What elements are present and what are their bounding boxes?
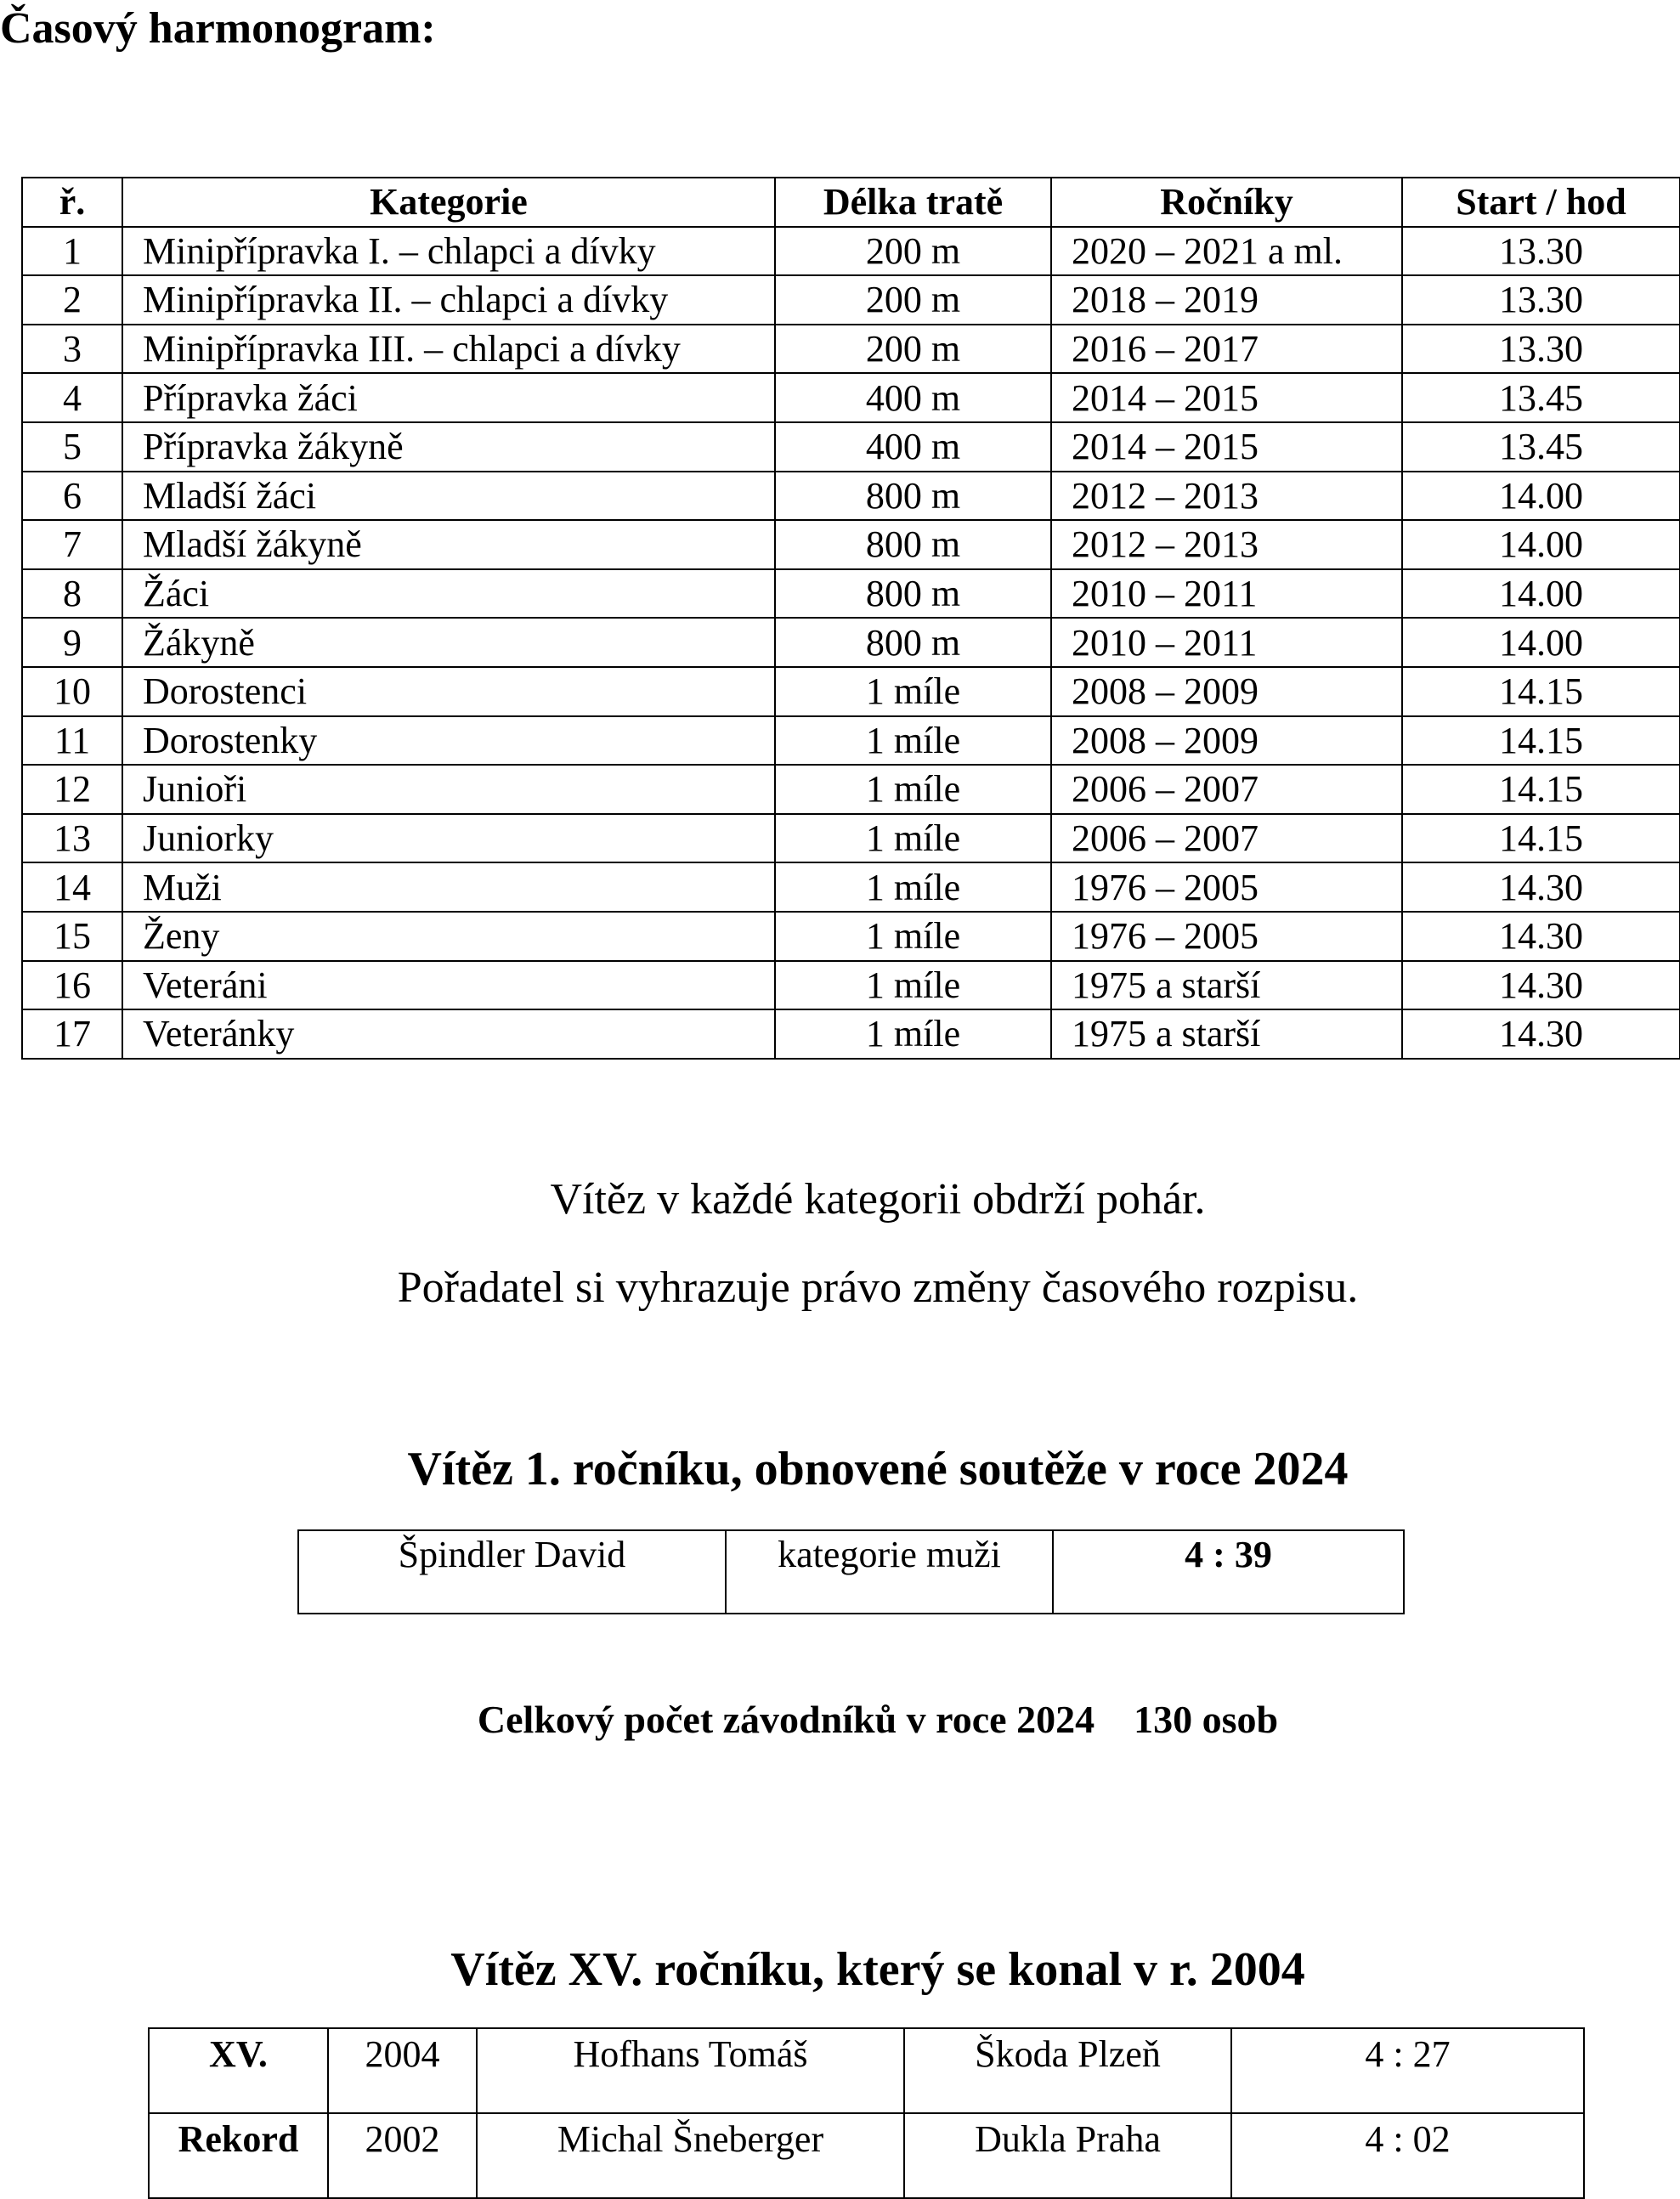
winner-name: Špindler David bbox=[298, 1530, 726, 1614]
row-number: 5 bbox=[22, 422, 122, 472]
row-number: 4 bbox=[22, 373, 122, 422]
row-category: Dorostenci bbox=[122, 667, 775, 716]
table-row bbox=[22, 422, 1680, 472]
row-distance: 200 m bbox=[775, 325, 1051, 374]
row-category: Ženy bbox=[122, 912, 775, 961]
row-distance: 800 m bbox=[775, 618, 1051, 667]
row-start: 14.15 bbox=[1402, 765, 1680, 814]
row-years: 2010 – 2011 bbox=[1051, 569, 1402, 619]
row-year: 2002 bbox=[328, 2113, 477, 2198]
row-distance: 1 míle bbox=[775, 765, 1051, 814]
row-years: 2012 – 2013 bbox=[1051, 520, 1402, 569]
row-number: 14 bbox=[22, 862, 122, 912]
row-number: 15 bbox=[22, 912, 122, 961]
winner-2024-heading: Vítěz 1. ročníku, obnovené soutěže v roce 2024 bbox=[407, 1443, 1349, 1495]
row-number: 6 bbox=[22, 472, 122, 521]
winner-category: kategorie muži bbox=[726, 1530, 1053, 1614]
row-distance: 1 míle bbox=[775, 814, 1051, 863]
row-time: 4 : 27 bbox=[1231, 2028, 1584, 2113]
row-start: 14.00 bbox=[1402, 569, 1680, 619]
row-label: Rekord bbox=[149, 2113, 328, 2198]
row-years: 1976 – 2005 bbox=[1051, 912, 1402, 961]
row-start: 14.15 bbox=[1402, 814, 1680, 863]
schedule-header-row bbox=[22, 178, 1680, 227]
row-label: XV. bbox=[149, 2028, 328, 2113]
row-distance: 1 míle bbox=[775, 961, 1051, 1010]
row-years: 2016 – 2017 bbox=[1051, 325, 1402, 374]
row-club: Dukla Praha bbox=[904, 2113, 1231, 2198]
table-row bbox=[22, 912, 1680, 961]
row-number: 9 bbox=[22, 618, 122, 667]
row-year: 2004 bbox=[328, 2028, 477, 2113]
row-years: 1975 a starší bbox=[1051, 961, 1402, 1010]
table-row bbox=[22, 961, 1680, 1010]
row-distance: 200 m bbox=[775, 275, 1051, 325]
table-row bbox=[22, 814, 1680, 863]
row-category: Muži bbox=[122, 862, 775, 912]
winner-time: 4 : 39 bbox=[1053, 1530, 1404, 1614]
row-number: 17 bbox=[22, 1009, 122, 1059]
row-years: 2012 – 2013 bbox=[1051, 472, 1402, 521]
header-category: Kategorie bbox=[122, 178, 775, 227]
row-distance: 400 m bbox=[775, 373, 1051, 422]
row-start: 14.00 bbox=[1402, 472, 1680, 521]
winner-xv-table bbox=[148, 2027, 1585, 2199]
table-row bbox=[22, 765, 1680, 814]
row-category: Juniorky bbox=[122, 814, 775, 863]
row-years: 2006 – 2007 bbox=[1051, 765, 1402, 814]
row-years: 2018 – 2019 bbox=[1051, 275, 1402, 325]
table-row bbox=[22, 569, 1680, 619]
row-years: 2008 – 2009 bbox=[1051, 667, 1402, 716]
row-number: 12 bbox=[22, 765, 122, 814]
row-number: 13 bbox=[22, 814, 122, 863]
table-row bbox=[149, 2113, 1584, 2198]
row-years: 2010 – 2011 bbox=[1051, 618, 1402, 667]
row-distance: 1 míle bbox=[775, 862, 1051, 912]
table-row bbox=[22, 520, 1680, 569]
row-number: 8 bbox=[22, 569, 122, 619]
trophy-note: Vítěz v každé kategorii obdrží pohár. bbox=[550, 1175, 1206, 1224]
row-number: 1 bbox=[22, 227, 122, 276]
row-category: Veteráni bbox=[122, 961, 775, 1010]
header-number: ř. bbox=[22, 178, 122, 227]
row-start: 13.45 bbox=[1402, 422, 1680, 472]
table-row bbox=[149, 2028, 1584, 2113]
row-start: 13.45 bbox=[1402, 373, 1680, 422]
row-category: Přípravka žáci bbox=[122, 373, 775, 422]
table-row bbox=[22, 325, 1680, 374]
row-years: 2014 – 2015 bbox=[1051, 422, 1402, 472]
row-distance: 400 m bbox=[775, 422, 1051, 472]
row-distance: 1 míle bbox=[775, 667, 1051, 716]
schedule-table bbox=[21, 177, 1680, 1060]
table-row bbox=[22, 716, 1680, 766]
table-row bbox=[22, 667, 1680, 716]
row-start: 14.15 bbox=[1402, 716, 1680, 766]
table-row bbox=[22, 373, 1680, 422]
total-value: 130 osob bbox=[1134, 1698, 1279, 1741]
row-start: 14.30 bbox=[1402, 862, 1680, 912]
row-start: 14.30 bbox=[1402, 961, 1680, 1010]
row-time: 4 : 02 bbox=[1231, 2113, 1584, 2198]
row-start: 14.30 bbox=[1402, 912, 1680, 961]
row-years: 2006 – 2007 bbox=[1051, 814, 1402, 863]
row-category: Minipřípravka I. – chlapci a dívky bbox=[122, 227, 775, 276]
schedule-change-note: Pořadatel si vyhrazuje právo změny časového rozpisu. bbox=[397, 1263, 1359, 1312]
row-start: 13.30 bbox=[1402, 227, 1680, 276]
table-row bbox=[298, 1530, 1404, 1614]
row-start: 14.15 bbox=[1402, 667, 1680, 716]
row-distance: 800 m bbox=[775, 569, 1051, 619]
row-category: Veteránky bbox=[122, 1009, 775, 1059]
row-years: 2008 – 2009 bbox=[1051, 716, 1402, 766]
winner-2024-table bbox=[297, 1529, 1405, 1614]
row-start: 13.30 bbox=[1402, 325, 1680, 374]
row-category: Mladší žákyně bbox=[122, 520, 775, 569]
row-number: 10 bbox=[22, 667, 122, 716]
row-years: 2020 – 2021 a ml. bbox=[1051, 227, 1402, 276]
row-years: 1975 a starší bbox=[1051, 1009, 1402, 1059]
row-category: Junioři bbox=[122, 765, 775, 814]
row-distance: 800 m bbox=[775, 520, 1051, 569]
row-category: Žákyně bbox=[122, 618, 775, 667]
row-category: Mladší žáci bbox=[122, 472, 775, 521]
table-row bbox=[22, 618, 1680, 667]
total-label: Celkový počet závodníků v roce 2024 bbox=[477, 1698, 1095, 1741]
row-category: Dorostenky bbox=[122, 716, 775, 766]
row-start: 14.30 bbox=[1402, 1009, 1680, 1059]
row-number: 2 bbox=[22, 275, 122, 325]
row-years: 2014 – 2015 bbox=[1051, 373, 1402, 422]
row-distance: 200 m bbox=[775, 227, 1051, 276]
row-start: 14.00 bbox=[1402, 618, 1680, 667]
winner-xv-heading: Vítěz XV. ročníku, který se konal v r. 2004 bbox=[450, 1943, 1305, 1996]
row-start: 13.30 bbox=[1402, 275, 1680, 325]
row-years: 1976 – 2005 bbox=[1051, 862, 1402, 912]
header-years: Ročníky bbox=[1051, 178, 1402, 227]
header-distance: Délka tratě bbox=[775, 178, 1051, 227]
table-row bbox=[22, 227, 1680, 276]
total-participants bbox=[0, 1696, 1680, 1744]
row-name: Hofhans Tomáš bbox=[477, 2028, 904, 2113]
header-start: Start / hod bbox=[1402, 178, 1680, 227]
table-row bbox=[22, 472, 1680, 521]
table-row bbox=[22, 275, 1680, 325]
row-category: Minipřípravka II. – chlapci a dívky bbox=[122, 275, 775, 325]
row-number: 11 bbox=[22, 716, 122, 766]
row-distance: 800 m bbox=[775, 472, 1051, 521]
row-number: 7 bbox=[22, 520, 122, 569]
row-name: Michal Šneberger bbox=[477, 2113, 904, 2198]
row-category: Minipřípravka III. – chlapci a dívky bbox=[122, 325, 775, 374]
row-distance: 1 míle bbox=[775, 716, 1051, 766]
row-distance: 1 míle bbox=[775, 912, 1051, 961]
row-club: Škoda Plzeň bbox=[904, 2028, 1231, 2113]
row-category: Žáci bbox=[122, 569, 775, 619]
row-category: Přípravka žákyně bbox=[122, 422, 775, 472]
table-row bbox=[22, 862, 1680, 912]
table-row bbox=[22, 1009, 1680, 1059]
row-distance: 1 míle bbox=[775, 1009, 1051, 1059]
page-title: Časový harmonogram: bbox=[0, 4, 436, 53]
row-start: 14.00 bbox=[1402, 520, 1680, 569]
row-number: 16 bbox=[22, 961, 122, 1010]
row-number: 3 bbox=[22, 325, 122, 374]
